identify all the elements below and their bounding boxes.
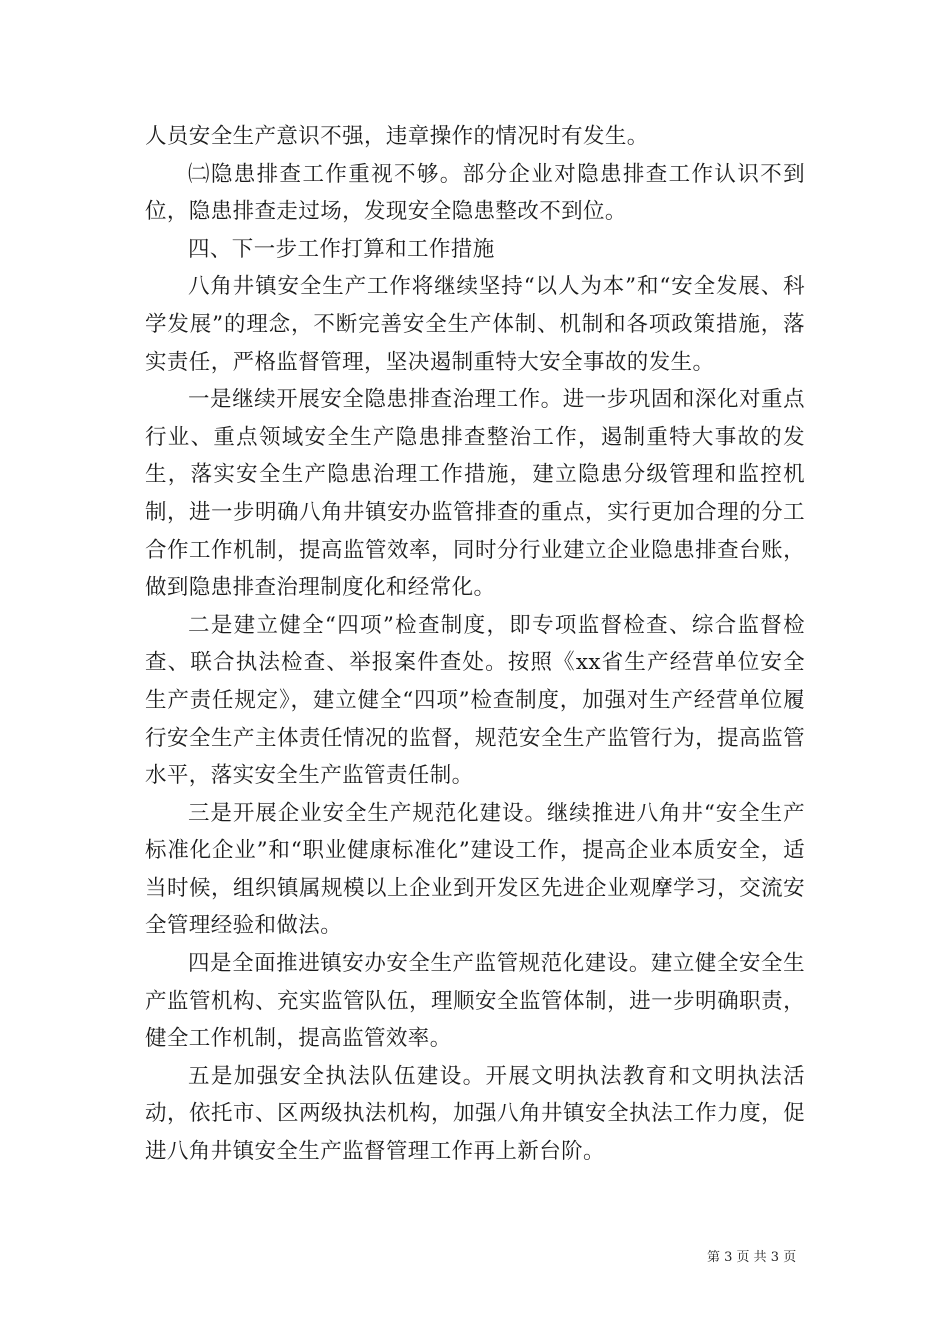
section-heading: 四、下一步工作打算和工作措施	[188, 236, 495, 262]
paragraph-3: 八角井镇安全生产工作将继续坚持“以人为本”和“安全发展、科学发展”的理念，不断完善安全生产体制、机制和各项政策措施，落实责任，严格监督管理，坚决遏制重特大安全事故的发生。	[145, 274, 805, 375]
paragraph-4: 一是继续开展安全隐患排查治理工作。进一步巩固和深化对重点行业、重点领域安全生产隐患排查整治工作，遏制重特大事故的发生，落实安全生产隐患治理工作措施，建立隐患分级管理和监控机制，进一步明确八角井镇安办监管排查的重点，实行更加合理的分工合作工作机制，提高监管效率，同时分行业建立企业隐患排查台账，做到隐患排查治理制度化和经常化。	[145, 387, 805, 601]
paragraph-2: ㈡隐患排查工作重视不够。部分企业对隐患排查工作认识不到位，隐患排查走过场，发现安全隐患整改不到位。	[145, 161, 805, 225]
page-number: 第 3 页 共 3 页	[707, 1250, 797, 1265]
document-body	[145, 118, 805, 1171]
paragraph-5: 二是建立健全“四项”检查制度，即专项监督检查、综合监督检查、联合执法检查、举报案件查处。按照《xx省生产经营单位安全生产责任规定》，建立健全“四项”检查制度，加强对生产经营单位履行安全生产主体责任情况的监督，规范安全生产监管行为，提高监管水平，落实安全生产监管责任制。	[145, 612, 805, 789]
paragraph-8: 五是加强安全执法队伍建设。开展文明执法教育和文明执法活动，依托市、区两级执法机构，加强八角井镇安全执法工作力度，促进八角井镇安全生产监督管理工作再上新台阶。	[145, 1063, 805, 1165]
paragraph-1: 人员安全生产意识不强，违章操作的情况时有发生。	[145, 124, 649, 149]
paragraph-6: 三是开展企业安全生产规范化建设。继续推进八角井“安全生产标准化企业”和“职业健康标准化”建设工作，提高企业本质安全，适当时候，组织镇属规模以上企业到开发区先进企业观摩学习，交流安全管理经验和做法。	[145, 800, 805, 939]
paragraph-7: 四是全面推进镇安办安全生产监管规范化建设。建立健全安全生产监管机构、充实监管队伍，理顺安全监管体制，进一步明确职责，健全工作机制，提高监管效率。	[145, 951, 805, 1052]
